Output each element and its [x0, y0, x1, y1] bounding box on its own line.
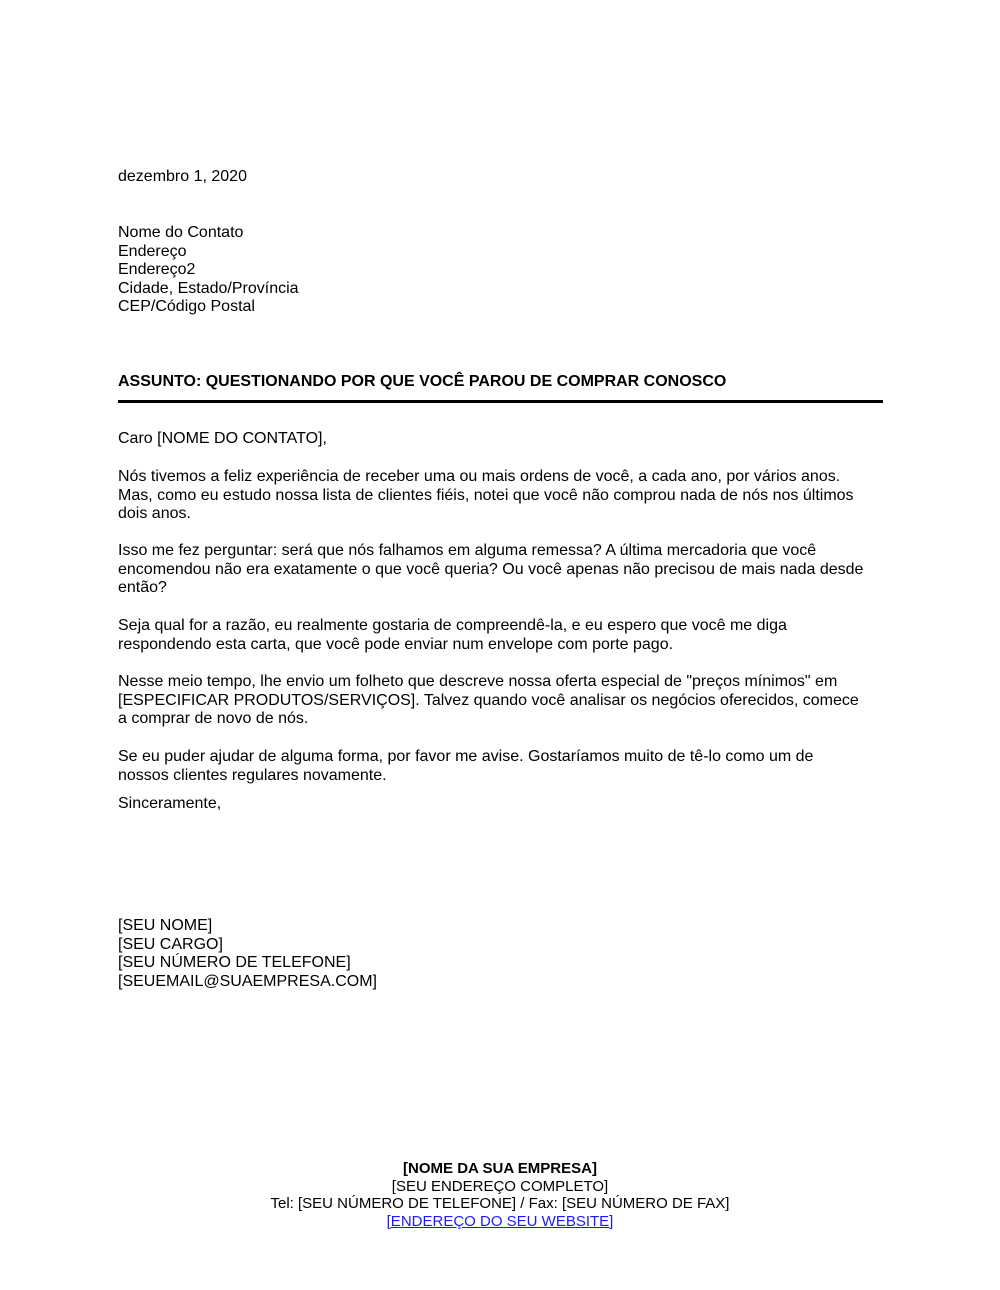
letter-date — [118, 168, 882, 187]
recipient-address-line-2: Endereço2 — [118, 261, 196, 279]
signature-block — [118, 917, 882, 991]
paragraph-line: [ESPECIFICAR PRODUTOS/SERVIÇOS]. Talvez quando você analisar os negócios oferecidos, comece — [118, 691, 859, 709]
footer-website-link[interactable]: [ENDEREÇO DO SEU WEBSITE] — [386, 1212, 614, 1230]
paragraph-line: Nesse meio tempo, lhe envio um folheto que descreve nossa oferta especial de "preços mínimos" em — [118, 673, 838, 690]
recipient-address — [118, 224, 882, 317]
footer-address: [SEU ENDEREÇO COMPLETO] — [391, 1177, 609, 1195]
body-paragraph-4 — [118, 673, 882, 729]
closing — [118, 795, 882, 814]
signer-email: [SEUEMAIL@SUAEMPRESA.COM] — [118, 972, 377, 990]
body-paragraph-1 — [118, 468, 882, 524]
recipient-name: Nome do Contato — [118, 224, 244, 241]
footer-contact: Tel: [SEU NÚMERO DE TELEFONE] / Fax: [SEU NÚMERO DE FAX] — [270, 1195, 730, 1212]
company-footer — [0, 1160, 1000, 1230]
recipient-address-line-1: Endereço — [118, 242, 187, 260]
paragraph-line: respondendo esta carta, que você pode enviar num envelope com porte pago. — [118, 635, 674, 653]
paragraph-line: Mas, como eu estudo nossa lista de clientes fiéis, notei que você não comprou nada de nós nos últimos — [118, 486, 854, 504]
closing-text: Sinceramente, — [118, 795, 222, 812]
signer-phone: [SEU NÚMERO DE TELEFONE] — [118, 954, 351, 972]
greeting — [118, 430, 882, 449]
signer-title: [SEU CARGO] — [118, 935, 223, 953]
body-paragraph-5 — [118, 748, 882, 785]
greeting-text: Caro [NOME DO CONTATO], — [118, 430, 327, 447]
body-paragraph-3 — [118, 617, 882, 654]
paragraph-line: a comprar de novo de nós. — [118, 710, 309, 728]
recipient-postal-code: CEP/Código Postal — [118, 298, 255, 316]
paragraph-line: nossos clientes regulares novamente. — [118, 766, 387, 784]
date-text: dezembro 1, 2020 — [118, 168, 247, 185]
recipient-city-state: Cidade, Estado/Província — [118, 279, 299, 297]
footer-company-name: [NOME DA SUA EMPRESA] — [403, 1160, 597, 1177]
body-paragraph-2 — [118, 542, 882, 598]
paragraph-line: Seja qual for a razão, eu realmente gostaria de compreendê-la, e eu espero que você me diga — [118, 617, 787, 634]
paragraph-line: então? — [118, 579, 167, 597]
paragraph-line: Nós tivemos a feliz experiência de receber uma ou mais ordens de você, a cada ano, por vários anos. — [118, 468, 841, 485]
signer-name: [SEU NOME] — [118, 917, 213, 934]
paragraph-line: dois anos. — [118, 505, 191, 523]
subject-divider — [118, 400, 883, 403]
subject-line: ASSUNTO: QUESTIONANDO POR QUE VOCÊ PAROU DE COMPRAR CONOSCO — [118, 373, 727, 390]
paragraph-line: encomendou não era exatamente o que você queria? Ou você apenas não precisou de mais nada desde — [118, 560, 864, 578]
paragraph-line: Isso me fez perguntar: será que nós falhamos em alguma remessa? A última mercadoria que você — [118, 542, 817, 559]
paragraph-line: Se eu puder ajudar de alguma forma, por favor me avise. Gostaríamos muito de tê-lo como um de — [118, 748, 814, 765]
